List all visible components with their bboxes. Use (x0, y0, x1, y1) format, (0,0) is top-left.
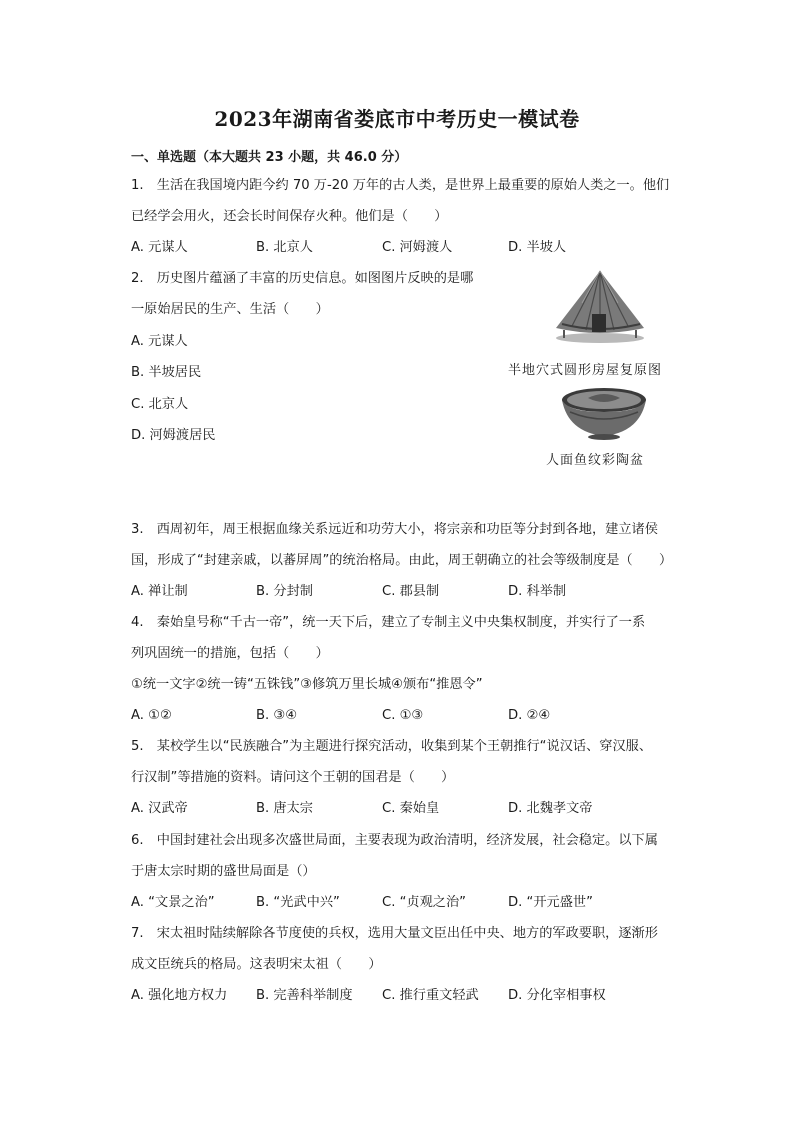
q5-option-c: C. 秦始皇 (382, 801, 440, 816)
q7-option-c: C. 推行重文轻武 (382, 988, 479, 1003)
q6-option-c: C. “贞观之治” (382, 895, 467, 910)
hut-illustration (552, 268, 648, 344)
q3-option-d: D. 科举制 (508, 584, 567, 599)
q2-stem-line1: 2. 历史图片蕴涵了丰富的历史信息。如图图片反映的是哪 (131, 271, 474, 286)
q7-option-d: D. 分化宰相事权 (508, 988, 606, 1003)
q4-stem-line3: ①统一文字②统一铸“五铢钱”③修筑万里长城④颁布“推恩令” (131, 677, 483, 692)
basin-caption: 人面鱼纹彩陶盆 (546, 453, 645, 468)
section-heading: 一、单选题（本大题共 23 小题，共 46.0 分） (131, 150, 408, 165)
q3-option-c: C. 郡县制 (382, 584, 440, 599)
q4-option-c: C. ①③ (382, 708, 424, 723)
q7-stem-line2: 成文臣统兵的格局。这表明宋太祖（ ） (131, 957, 382, 972)
q3-stem-line1: 3. 西周初年，周王根据血缘关系远近和功劳大小，将宗亲和功臣等分封到各地，建立诸侯 (131, 522, 658, 537)
q5-option-a: A. 汉武帝 (131, 801, 188, 816)
page-title: 2023年湖南省娄底市中考历史一模试卷 (214, 107, 580, 131)
q7-stem-line1: 7. 宋太祖时陆续解除各节度使的兵权，选用大量文臣出任中央、地方的军政要职，逐渐形 (131, 926, 658, 941)
q5-stem-line2: 行汉制”等措施的资料。请问这个王朝的国君是（ ） (131, 770, 455, 785)
q6-stem-line2: 于唐太宗时期的盛世局面是（） (131, 864, 316, 879)
q7-option-a: A. 强化地方权力 (131, 988, 228, 1003)
q4-stem-line2: 列巩固统一的措施，包括（ ） (131, 646, 329, 661)
q6-stem-line1: 6. 中国封建社会出现多次盛世局面，主要表现为政治清明，经济发展，社会稳定。以下属 (131, 833, 658, 848)
q1-option-d: D. 半坡人 (508, 240, 567, 255)
q4-stem-line1: 4. 秦始皇号称“千古一帝”，统一天下后，建立了专制主义中央集权制度，并实行了一系 (131, 615, 646, 630)
q5-option-d: D. 北魏孝文帝 (508, 801, 593, 816)
q1-option-b: B. 北京人 (256, 240, 313, 255)
pottery-basin-illustration (560, 386, 648, 442)
q2-option-a: A. 元谋人 (131, 334, 188, 349)
q1-option-c: C. 河姆渡人 (382, 240, 453, 255)
q3-option-a: A. 禅让制 (131, 584, 188, 599)
q2-option-d: D. 河姆渡居民 (131, 428, 216, 443)
q7-option-b: B. 完善科举制度 (256, 988, 353, 1003)
q2-stem-line2: 一原始居民的生产、生活（ ） (131, 302, 329, 317)
hut-caption: 半地穴式圆形房屋复原图 (508, 363, 663, 378)
q4-option-d: D. ②④ (508, 708, 551, 723)
q5-option-b: B. 唐太宗 (256, 801, 313, 816)
q2-option-b: B. 半坡居民 (131, 365, 202, 380)
q1-stem-line2: 已经学会用火，还会长时间保存火种。他们是（ ） (131, 209, 448, 224)
q3-option-b: B. 分封制 (256, 584, 313, 599)
q6-option-a: A. “文景之治” (131, 895, 215, 910)
q4-option-a: A. ①② (131, 708, 172, 723)
q1-option-a: A. 元谋人 (131, 240, 188, 255)
q6-option-d: D. “开元盛世” (508, 895, 593, 910)
q4-option-b: B. ③④ (256, 708, 298, 723)
q2-option-c: C. 北京人 (131, 397, 189, 412)
q1-stem-line1: 1. 生活在我国境内距今约 70 万-20 万年的古人类，是世界上最重要的原始人类之一。他们 (131, 178, 670, 193)
q5-stem-line1: 5. 某校学生以“民族融合”为主题进行探究活动，收集到某个王朝推行“说汉话、穿汉服、 (131, 739, 653, 754)
q3-stem-line2: 国，形成了“封建亲戚，以蕃屏周”的统治格局。由此，周王朝确立的社会等级制度是（ ） (131, 553, 673, 568)
q6-option-b: B. “光武中兴” (256, 895, 340, 910)
